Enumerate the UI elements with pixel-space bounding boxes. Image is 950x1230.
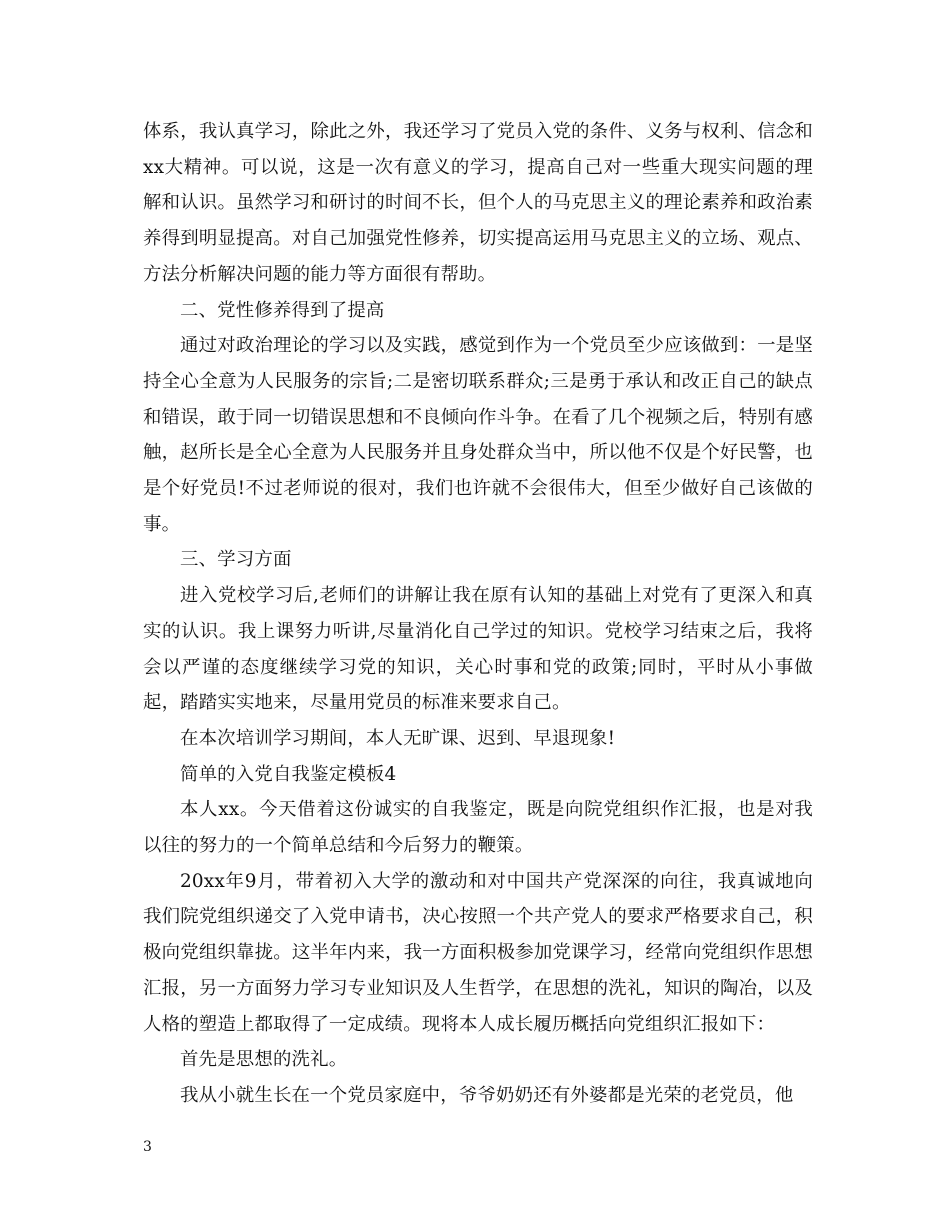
paragraph: 本人xx。今天借着这份诚实的自我鉴定，既是向院党组织作汇报，也是对我以往的努力的一个简单总结和今后努力的鞭策。 [143,799,813,857]
template-title: 简单的入党自我鉴定模板4 [180,763,397,785]
paragraph: 我从小就生长在一个党员家庭中，爷爷奶奶还有外婆都是光荣的老党员，他 [180,1084,794,1106]
page-number: 3 [143,1139,152,1155]
document-body [143,114,813,1114]
section-heading: 二、党性修养得到了提高 [180,299,385,321]
section-heading: 三、学习方面 [180,549,292,571]
paragraph: 20xx年9月，带着初入大学的激动和对中国共产党深深的向往，我真诚地向我们院党组织递交了入党申请书，决心按照一个共产党人的要求严格要求自己，积极向党组织靠拢。这半年内来，我一方面积极参加党课学习，经常向党组织作思想汇报，另一方面努力学习专业知识及人生哲学，在思想的洗礼，知识的陶冶，以及人格的塑造上都取得了一定成绩。现将本人成长履历概括向党组织汇报如下： [143,870,813,1035]
paragraph: 通过对政治理论的学习以及实践，感觉到作为一个党员至少应该做到：一是坚持全心全意为人民服务的宗旨;二是密切联系群众;三是勇于承认和改正自己的缺点和错误，敢于同一切错误思想和不良倾向作斗争。在看了几个视频之后，特别有感触，赵所长是全心全意为人民服务并且身处群众当中，所以他不仅是个好民警，也是个好党员!不过老师说的很对，我们也许就不会很伟大，但至少做好自己该做的事。 [143,335,813,535]
paragraph: 首先是思想的洗礼。 [180,1049,348,1071]
paragraph: 在本次培训学习期间，本人无旷课、迟到、早退现象! [180,727,616,749]
paragraph: 体系，我认真学习，除此之外，我还学习了党员入党的条件、义务与权利、信念和xx大精神。可以说，这是一次有意义的学习，提高自己对一些重大现实问题的理解和认识。虽然学习和研讨的时间不长，但个人的马克思主义的理论素养和政治素养得到明显提高。对自己加强党性修养，切实提高运用马克思主义的立场、观点、方法分析解决问题的能力等方面很有帮助。 [143,121,813,285]
paragraph: 进入党校学习后,老师们的讲解让我在原有认知的基础上对党有了更深入和真实的认识。我上课努力听讲,尽量消化自己学过的知识。党校学习结束之后，我将会以严谨的态度继续学习党的知识，关心时事和党的政策;同时，平时从小事做起，踏踏实实地来，尽量用党员的标准来要求自己。 [143,585,813,714]
